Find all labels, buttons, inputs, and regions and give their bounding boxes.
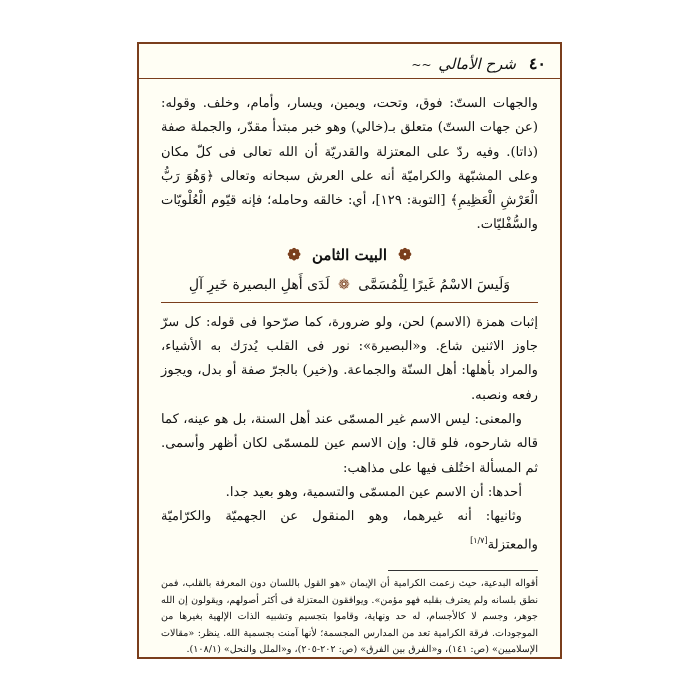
- page-header: [139, 52, 560, 79]
- manuscript-reference: [١/٧]: [470, 536, 488, 546]
- running-title: [411, 55, 516, 73]
- section-heading: [161, 240, 538, 270]
- paragraph-second-view: [161, 505, 538, 558]
- verse-line: [161, 270, 538, 303]
- footnote-text: أقواله البدعية، حيث زعمت الكرامية أن الإيمان «هو القول باللسان دون المعرفة بالقلب، فمن نطق بلسانه ولم يعترف بقلبه فهو مؤمن». ويوافقون المعتزلة فى أكثر أصولهم، ويقولون إن الله جوهر، وجسم لا كالأجسام، له حد ونهاية، وقاموا بتجسيم وتشبيه الذات الإلهية بغيرها من الموجودات. فرقة الكرامية تعد من المدارس المجسمة؛ لأنها آمنت بجسمية الله. ينظر: «مقالات الإسلاميين» (ص: ١٤١)، و«الفرق بين الفرق» (ص: ٢٠٢-٢٠٥)، و«الملل والنحل» (١٠٨/١).: [161, 578, 538, 656]
- paragraph-first-view: أحدها: أن الاسم عين المسمّى والتسمية، وهو بعيد جدا.: [225, 484, 522, 500]
- running-title-text: شرح الأمالي: [438, 55, 516, 73]
- second-view-text: وثانيها: أنه غيرهما، وهو المنقول عن الجهميّة والكرّاميّة والمعتزلة: [161, 509, 538, 553]
- main-text: [161, 92, 538, 558]
- verse-separator-icon: ❁: [338, 276, 350, 293]
- verse-first-hemistich: وَلَيسَ الاسْمُ غَيرًا لِلْمُسَمَّى: [358, 276, 511, 293]
- heading-ornament-right-icon: ❁: [398, 244, 412, 264]
- paragraph-meaning: والمعنى: ليس الاسم غير المسمّى عند أهل السنة، بل هو عينه، كما قاله شارحوه، فلو قال: وإن الاسم عين للمسمّى لكان أظهر وأسمى. ثم المسألة اختُلف فيها على مذاهب:: [161, 411, 538, 476]
- section-heading-text: البيت الثامن: [311, 245, 388, 264]
- footnotes: [161, 576, 538, 659]
- ornament-icon: ~~: [411, 58, 432, 72]
- footnote-divider: [388, 570, 538, 571]
- paragraph-directions: والجهات الستّ: فوق، وتحت، ويمين، ويسار، وأمام، وخلف. وقوله: (عن جهات الستّ) متعلق بـ(خالي) وهو خبر مبتدأ مقدّر، والجملة صفة (ذاتا). وفيه ردّ على المعتزلة والقدريّة أن الله تعالى فى كلّ مكان وعلى المشبّهة والكراميّة أنه على العرش سبحانه وتعالى ﴿وَهُوَ رَبُّ الْعَرْشِ الْعَظِيمِ﴾ [التوبة: ١٢٩]، أي: خالقه وحامله؛ فإنه قيّوم الْعُلْويّات والسُّفْليّات.: [161, 96, 538, 233]
- book-page: [137, 42, 562, 659]
- page-number: ٤٠: [528, 54, 546, 73]
- paragraph-grammar: إثبات همزة (الاسم) لحن، ولو ضرورة، كما صرّحوا فى قوله: كل سرّ جاوز الاثنين شاع. و«البصيرة»: نور فى القلب يُدرَك به الأشياء، والمراد بأهلها: أهل السنّة والجماعة. و(خير) بالجرّ صفة أو بدل، ويجوز رفعه ونصبه.: [161, 314, 538, 403]
- heading-ornament-left-icon: ❁: [287, 244, 301, 264]
- verse-second-hemistich: لَدَى أَهلِ البصيرة خَيرِ آلِ: [188, 276, 330, 293]
